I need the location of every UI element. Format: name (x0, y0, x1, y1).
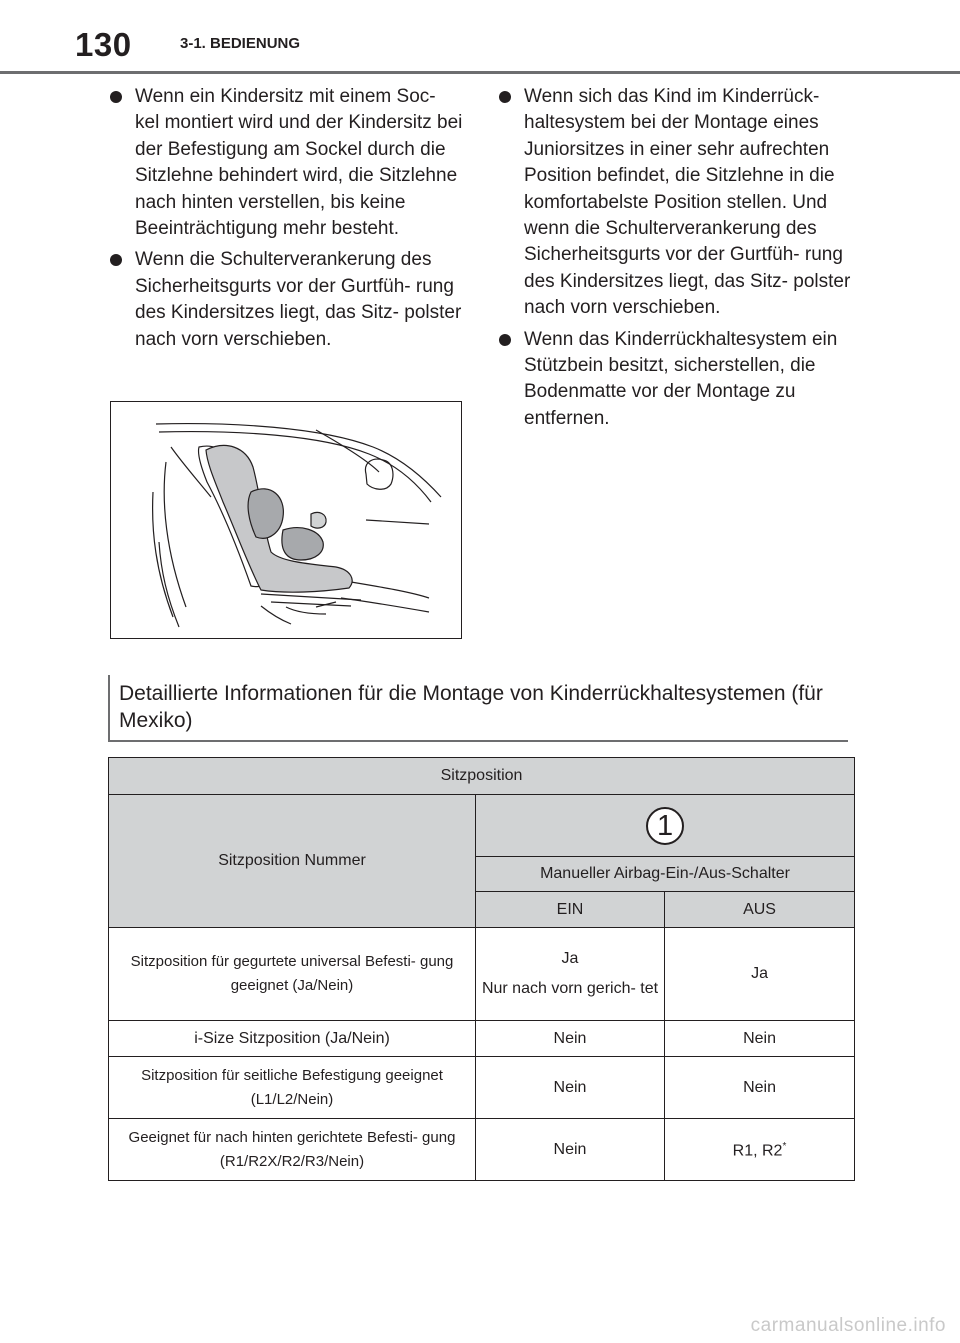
footnote-mark: * (782, 1141, 787, 1153)
table-row (109, 928, 855, 1021)
header-sitzposition: Sitzposition (109, 758, 855, 795)
info-box-title: Detaillierte Informationen für die Montage von Kinderrückhaltesystemen (für Mexiko) (119, 682, 823, 732)
row-label: Geeignet für nach hinten gerichtete Befesti- gung (R1/R2X/R2/R3/Nein) (109, 1119, 476, 1181)
row-ein-value: Nein (476, 1021, 665, 1057)
left-column (108, 84, 464, 358)
seat-number-badge: 1 (646, 807, 684, 845)
header-sitzposition-nummer: Sitzposition Nummer (109, 795, 476, 928)
row-ein-value: Nein (476, 1057, 665, 1119)
bullet-text: Wenn die Schulterverankerung des Sicherheitsgurts vor der Gurtfüh- rung des Kindersitzes liegt, das Sitz- polster nach vorn verschieben. (135, 249, 462, 350)
car-seat-drawing-icon (111, 402, 462, 639)
bullet-dot-icon (499, 334, 511, 346)
page-number: 130 (75, 26, 132, 63)
bullet-text: Wenn das Kinderrückhaltesystem ein Stützbein besitzt, sicherstellen, die Bodenmatte vor der Montage zu entfernen. (524, 328, 838, 429)
header-rule (0, 71, 960, 74)
table-row (109, 1119, 855, 1181)
table-row (109, 1057, 855, 1119)
section-title: 3-1. BEDIENUNG (180, 35, 301, 52)
row-ein-value (476, 928, 665, 1021)
header-aus: AUS (665, 892, 855, 928)
header-seat-number (476, 795, 855, 857)
bullet-text: Wenn sich das Kind im Kinderrück- haltesystem bei der Montage eines Juniorsitzes in einer sehr aufrechten Position befindet, die Sitzlehne in die komfortabelste Position stellen. Und wenn die Schulterverankerung des Sicherheitsgurts vor der Gurtfüh- rung des Kindersitzes liegt, das Sitz- polster nach vorn verschieben. (524, 86, 851, 319)
row-label: i-Size Sitzposition (Ja/Nein) (109, 1021, 476, 1057)
header-airbag-switch: Manueller Airbag-Ein-/Aus-Schalter (476, 857, 855, 892)
seat-position-table (108, 757, 855, 1181)
bullet-dot-icon (110, 254, 122, 266)
bullet-item (108, 84, 464, 242)
watermark: carmanualsonline.info (750, 1315, 946, 1336)
row-ein-value-line1: Ja (561, 950, 579, 967)
row-ein-value-line2: Nur nach vorn gerich- tet (481, 980, 659, 997)
row-aus-value (665, 1119, 855, 1181)
row-aus-value: Nein (665, 1021, 855, 1057)
table-row (109, 1021, 855, 1057)
bullet-text: Wenn ein Kindersitz mit einem Soc- kel montiert wird und der Kindersitz bei der Befestigung am Sockel durch die Sitzlehne behindert wird, die Sitzlehne nach hinten verstellen, bis keine Beeinträchtigung mehr besteht. (135, 86, 463, 240)
bullet-dot-icon (499, 91, 511, 103)
bullet-item (497, 327, 857, 433)
bullet-item (108, 247, 464, 353)
header-ein: EIN (476, 892, 665, 928)
info-box (108, 675, 848, 742)
row-aus-value: Nein (665, 1057, 855, 1119)
bullet-item (497, 84, 857, 322)
right-column (497, 84, 857, 437)
child-seat-illustration (110, 401, 462, 639)
row-aus-text: R1, R2 (732, 1142, 783, 1160)
bullet-dot-icon (110, 91, 122, 103)
row-ein-value: Nein (476, 1119, 665, 1181)
row-label: Sitzposition für seitliche Befestigung geeignet (L1/L2/Nein) (109, 1057, 476, 1119)
row-aus-value: Ja (665, 928, 855, 1021)
row-label: Sitzposition für gegurtete universal Befesti- gung geeignet (Ja/Nein) (109, 928, 476, 1021)
